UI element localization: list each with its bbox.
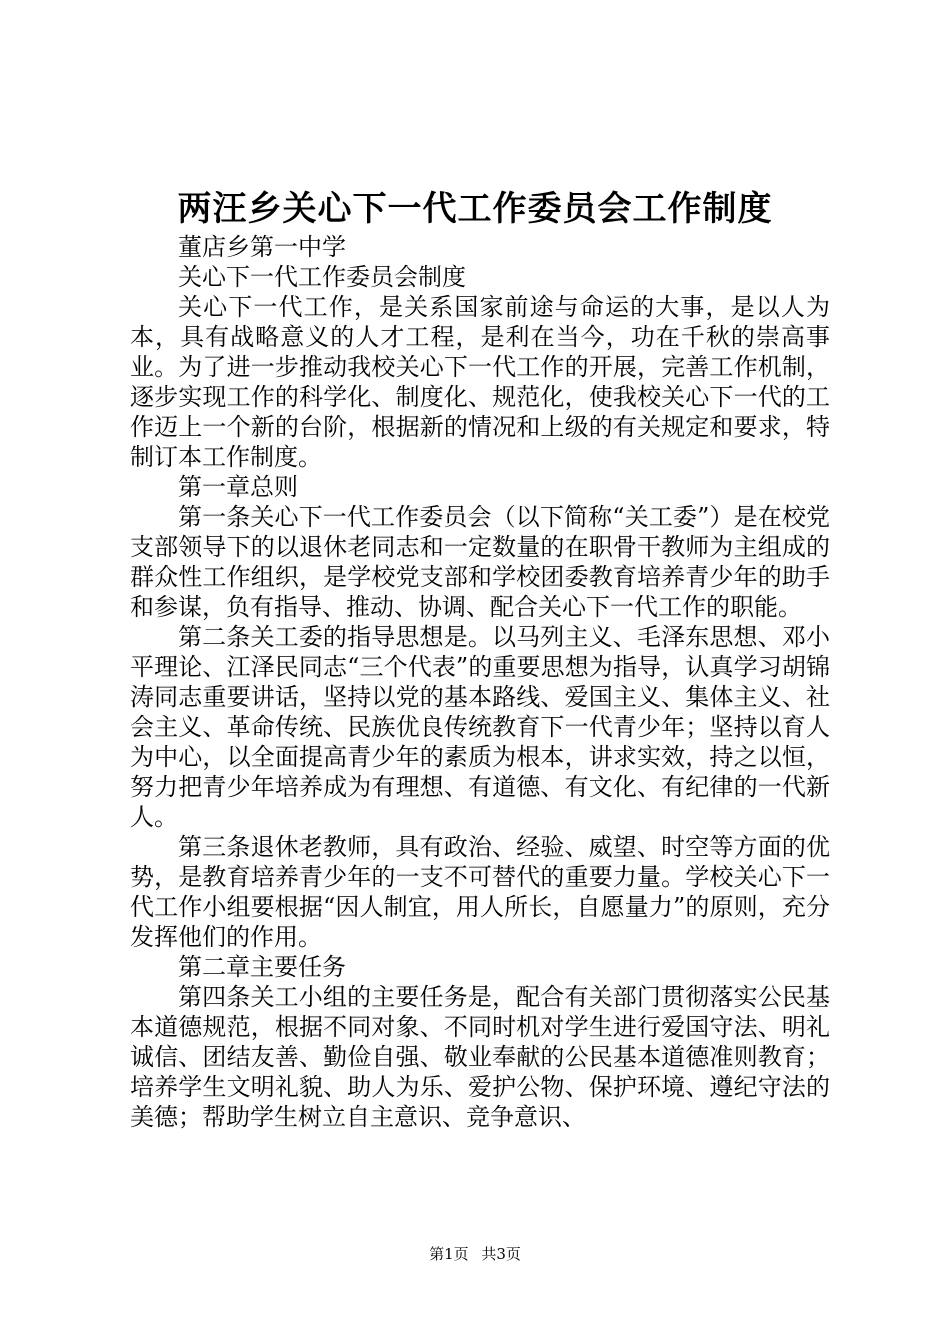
page-footer	[0, 1243, 950, 1265]
article-paragraph: 第一条关心下一代工作委员会（以下简称“关工委”）是在校党支部领导下的以退休老同志和一定数量的在职骨干教师为主组成的群众性工作组织，是学校党支部和学校团委教育培养青少年的助手和参谋，负有指导、推动、协调、配合关心下一代工作的职能。	[130, 503, 830, 621]
school-name-line: 董店乡第一中学	[178, 233, 346, 261]
article-paragraph: 第三条退休老教师，具有政治、经验、威望、时空等方面的优势，是教育培养青少年的一支不可替代的重要力量。学校关心下一代工作小组要根据“因人制宜，用人所长，自愿量力”的原则，充分发挥他们的作用。	[130, 833, 830, 951]
page-total: 共3页	[481, 1245, 521, 1263]
intro-paragraph: 关心下一代工作，是关系国家前途与命运的大事，是以人为本，具有战略意义的人才工程，是利在当今，功在千秋的崇高事业。为了进一步推动我校关心下一代工作的开展，完善工作机制，逐步实现工作的科学化、制度化、规范化，使我校关心下一代的工作迈上一个新的台阶，根据新的情况和上级的有关规定和要求，特制订本工作制度。	[130, 293, 830, 471]
chapter-heading: 第一章总则	[178, 473, 298, 501]
article-paragraph: 第四条关工小组的主要任务是，配合有关部门贯彻落实公民基本道德规范，根据不同对象、不同时机对学生进行爱国守法、明礼诚信、团结友善、勤俭自强、敬业奉献的公民基本道德准则教育；培养学生文明礼貌、助人为乐、爱护公物、保护环境、遵纪守法的美德；帮助学生树立自主意识、竞争意识、	[130, 983, 830, 1131]
page-number: 第1页	[429, 1245, 469, 1263]
chapter-heading: 第二章主要任务	[178, 953, 346, 981]
document-body	[130, 232, 830, 1132]
subtitle-line: 关心下一代工作委员会制度	[178, 263, 466, 291]
article-paragraph: 第二条关工委的指导思想是。以马列主义、毛泽东思想、邓小平理论、江泽民同志“三个代表”的重要思想为指导，认真学习胡锦涛同志重要讲话，坚持以党的基本路线、爱国主义、集体主义、社会主义、革命传统、民族优良传统教育下一代青少年；坚持以育人为中心，以全面提高青少年的素质为根本，讲求实效，持之以恒，努力把青少年培养成为有理想、有道德、有文化、有纪律的一代新人。	[130, 623, 830, 831]
document-title: 两汪乡关心下一代工作委员会工作制度	[177, 189, 773, 229]
